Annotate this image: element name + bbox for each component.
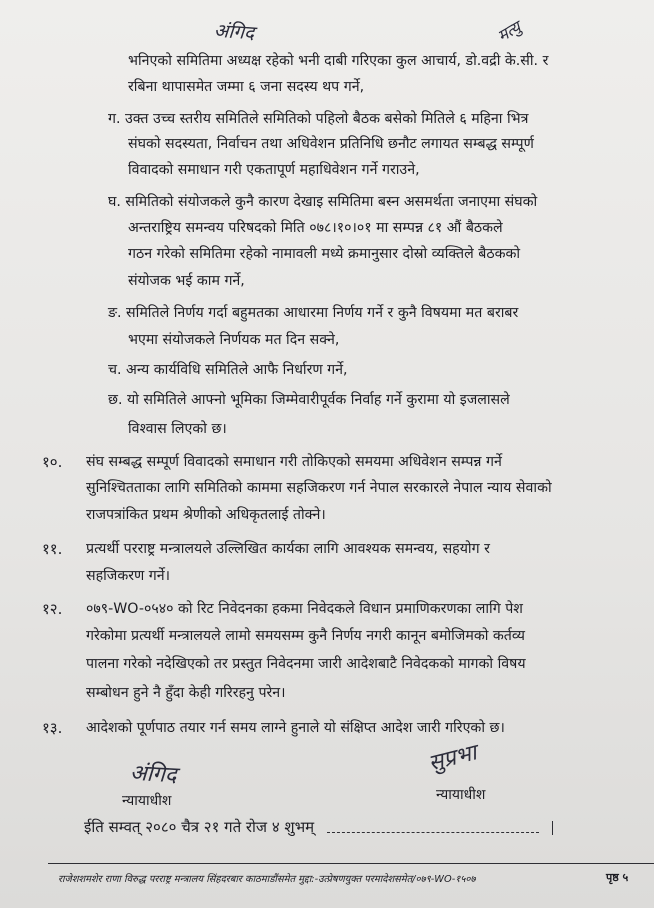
continuation-line: रबिना थापासमेत जम्मा ६ जना सदस्य थप गर्ने, bbox=[128, 79, 365, 95]
judge-caption-left: न्यायाधीश bbox=[122, 793, 172, 809]
item-10-line: संघ सम्बद्ध सम्पूर्ण विवादको समाधान गरी तोकिएको समयमा अधिवेशन सम्पन्न गर्ने bbox=[86, 454, 502, 470]
footer-page-number: पृष्ठ ५ bbox=[606, 871, 629, 884]
item-number-10: १०. bbox=[42, 453, 63, 471]
item-number-13: १३. bbox=[42, 719, 63, 737]
item-number-11: ११. bbox=[42, 540, 63, 558]
sub-item-gha-line: घ. समितिको संयोजकले कुनै कारण देखाइ समितिमा बस्न असमर्थता जनाएमा संघको bbox=[108, 194, 538, 210]
item-13-line: आदेशको पूर्णपाठ तयार गर्न समय लाग्ने हुनाले यो संक्षिप्त आदेश जारी गरिएको छ। bbox=[86, 720, 505, 736]
item-11-line: प्रत्यर्थी परराष्ट्र मन्त्रालयले उल्लिखित कार्यका लागि आवश्यक समन्वय, सहयोग र bbox=[86, 541, 490, 557]
date-dashes bbox=[327, 822, 539, 833]
sub-item-nga-line: ङ. समितिले निर्णय गर्दा बहुमतका आधारमा निर्णय गर्ने र कुनै विषयमा मत बराबर bbox=[108, 305, 519, 321]
sub-item-chha-line: छ. यो समितिले आफ्नो भूमिका जिम्मेवारीपूर्वक निर्वाह गर्ने कुरामा यो इजलासले bbox=[108, 392, 510, 408]
sub-item-ga-line: संघको सदस्यता, निर्वाचन तथा अधिवेशन प्रतिनिधि छनौट लगायत सम्बद्ध सम्पूर्ण bbox=[128, 136, 534, 152]
sub-item-chha-line: विश्वास लिएको छ। bbox=[128, 421, 227, 437]
signature-top-left: अंगिद bbox=[213, 19, 255, 45]
date-line bbox=[84, 818, 553, 836]
judge-caption-right: न्यायाधीश bbox=[436, 787, 486, 803]
item-10-line: सुनिश्चितताका लागि समितिको काममा सहजिकरण गर्न नेपाल सरकारले नेपाल न्याय सेवाको bbox=[86, 480, 552, 496]
date-end-bar bbox=[552, 821, 553, 835]
sub-item-gha-line: संयोजक भई काम गर्ने, bbox=[128, 273, 245, 289]
signature-top-right: मत्यु bbox=[494, 17, 524, 46]
sub-item-ga-line: विवादको समाधान गरी एकतापूर्ण महाधिवेशन गर्ने गराउने, bbox=[128, 162, 420, 178]
item-11-line: सहजिकरण गर्ने। bbox=[86, 568, 171, 584]
item-number-12: १२. bbox=[42, 600, 63, 618]
continuation-line: भनिएको समितिमा अध्यक्ष रहेको भनी दाबी गरिएका कुल आचार्य, डो.वद्री के.सी. र bbox=[128, 53, 549, 69]
sub-item-nga-line: भएमा संयोजकले निर्णयक मत दिन सक्ने, bbox=[128, 332, 340, 348]
item-12-line: ०७९-WO-०५४० को रिट निवेदनका हकमा निवेदकले विधान प्रमाणिकरणका लागि पेश bbox=[86, 601, 523, 617]
sub-item-ga-line: ग. उक्त उच्च स्तरीय समितिले समितिको पहिलो बैठक बसेको मितिले ६ महिना भित्र bbox=[108, 111, 529, 127]
sub-item-gha-line: अन्तराष्ट्रिय समन्वय परिषदको मिति ०७८।१०।०१ मा सम्पन्न ८१ औं बैठकले bbox=[128, 220, 503, 236]
item-12-line: गरेकोमा प्रत्यर्थी मन्त्रालयले लामो समयसम्म कुनै निर्णय नगरी कानून बमोजिमको कर्तव्य bbox=[86, 628, 525, 644]
signature-judge-left: अंगिद bbox=[129, 760, 178, 789]
sub-item-gha-line: गठन गरेको समितिमा रहेको नामावली मध्ये क्रमानुसार दोस्रो व्यक्तिले बैठकको bbox=[128, 246, 521, 262]
footer-case-text: राजेशशमशेर राणा विरुद्ध परराष्ट्र मन्त्रालय सिंहदरबार काठमाडौंसमेत मुद्दा:-उत्प्रेषणयुक्त परमादेशसमेत/०७९-WO-१५०७ bbox=[58, 874, 476, 885]
sub-item-cha-line: च. अन्य कार्यविधि समितिले आफै निर्धारण गर्ने, bbox=[108, 362, 348, 378]
item-12-line: पालना गरेको नदेखिएको तर प्रस्तुत निवेदनमा जारी आदेशबाटै निवेदकको मागको विषय bbox=[86, 656, 526, 672]
item-10-line: राजपत्रांकित प्रथम श्रेणीको अधिकृतलाई तोक्ने। bbox=[86, 507, 326, 523]
item-12-line: सम्बोधन हुने नै हुँदा केही गरिरहनु परेन। bbox=[86, 685, 286, 701]
footer-divider bbox=[48, 863, 654, 864]
signature-judge-right: सुप्रभा bbox=[426, 740, 480, 777]
date-text: ईति सम्वत् २०८० चैत्र २१ गते रोज ४ शुभम् bbox=[84, 818, 315, 836]
